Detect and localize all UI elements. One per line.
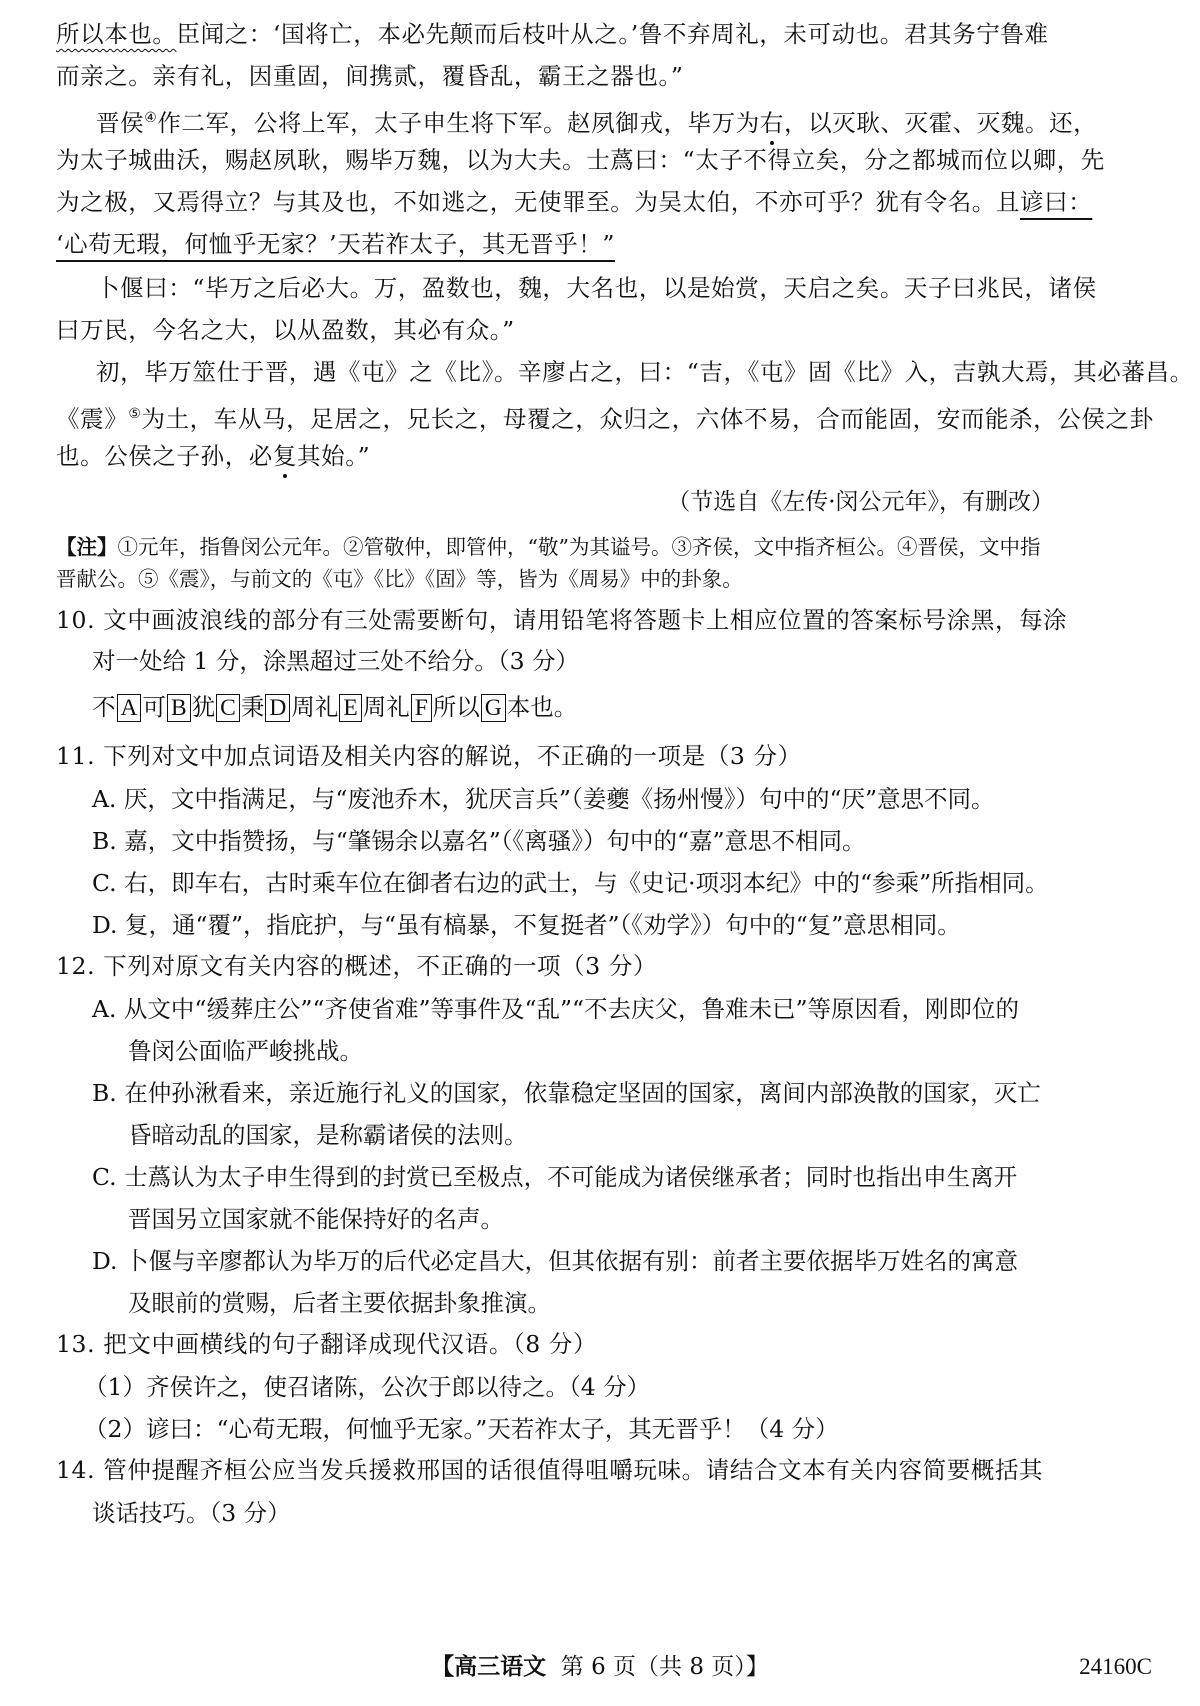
sequence-text: 所以 — [432, 693, 480, 721]
dotted-word: 右 — [759, 108, 784, 137]
passage-line: 为之极，又焉得立？与其及也，不如逃之，无使罪至。为吴太伯，不亦可乎？犹有令名。且谚曰： — [56, 188, 1093, 216]
punctuation-options — [92, 690, 577, 724]
dotted-word: 复 — [272, 442, 298, 470]
question-14-stem-cont: 谈话技巧。（3 分） — [92, 1499, 291, 1527]
answer-box-g[interactable]: G — [481, 694, 506, 722]
passage-line: 《震》⑤为土，车从马，足居之，兄长之，母覆之，众归之，六体不易，合而能固，安而能杀，公侯之卦 — [56, 404, 1154, 433]
footnote-marker: ④ — [144, 110, 158, 126]
sequence-text: 周礼 — [362, 693, 410, 721]
passage-line: 初，毕万筮仕于晋，遇《屯》之《比》。辛廖占之，曰：“吉，《屯》固《比》入，吉孰大焉，其必蕃昌。 — [96, 358, 1194, 386]
answer-box-f[interactable]: F — [411, 694, 432, 722]
option-c-cont: 晋国另立国家就不能保持好的名声。 — [128, 1205, 504, 1233]
answer-box-b[interactable]: B — [167, 694, 191, 722]
option-d[interactable]: D. 卜偃与辛廖都认为毕万的后代必定昌大，但其依据有别：前者主要依据毕万姓名的寓意 — [92, 1247, 1018, 1275]
question-11-stem: 11. 下列对文中加点词语及相关内容的解说，不正确的一项是（3 分） — [56, 742, 802, 770]
option-b-cont: 昏暗动乱的国家，是称霸诸侯的法则。 — [128, 1121, 528, 1149]
source-citation: （节选自《左传·闵公元年》，有删改） — [667, 489, 1054, 515]
passage-line: 晋侯④作二军，公将上军，太子申生将下军。赵夙御戎，毕万为右，以灭耿、灭霍、灭魏。还， — [96, 108, 1098, 137]
passage-line: 所以本也。臣闻之：‘国将亡，本必先颠而后枝叶从之。’鲁不弃周礼，未可动也。君其务宁鲁难 — [56, 20, 1049, 48]
passage-line: 曰万民，今名之大，以从盈数，其必有众。” — [56, 316, 515, 344]
subject-label: 【高三语文 — [431, 1654, 547, 1680]
footnote-marker: ⑤ — [128, 406, 142, 422]
exam-code: 24160C — [1079, 1654, 1152, 1679]
underlined-sentence: 谚曰： — [1020, 188, 1093, 216]
sequence-text: 秉 — [240, 693, 265, 721]
option-d-cont: 及眼前的赏赐，后者主要依据卦象推演。 — [128, 1289, 551, 1317]
question-10-stem-cont: 对一处给 1 分，涂黑超过三处不给分。（3 分） — [92, 647, 580, 675]
footnote-line: 晋献公。⑤《震》，与前文的《屯》《比》《固》等，皆为《周易》中的卦象。 — [56, 567, 743, 591]
answer-box-d[interactable]: D — [265, 694, 290, 722]
question-12-stem: 12. 下列对原文有关内容的概述，不正确的一项（3 分） — [56, 952, 658, 980]
passage-line: 卜偃曰：“毕万之后必大。万，盈数也，魏，大名也，以是始赏，天启之矣。天子曰兆民，诸侯 — [96, 274, 1097, 302]
option-a[interactable]: A. 从文中“缓葬庄公”“齐使省难”等事件及“乱”“不去庆父，鲁难未已”等原因看，刚即位的 — [92, 995, 1020, 1023]
sequence-text: 可 — [142, 693, 166, 721]
passage-line: 而亲之。亲有礼，因重固，间携贰，覆昏乱，霸王之器也。” — [56, 62, 684, 90]
answer-box-c[interactable]: C — [216, 694, 240, 722]
sequence-text: 本也。 — [506, 693, 578, 721]
answer-box-a[interactable]: A — [117, 694, 142, 722]
passage-line — [56, 228, 1152, 260]
sequence-text: 犹 — [191, 693, 216, 721]
option-d[interactable]: D. 复，通“覆”，指庇护，与“虽有槁暴，不复挺者”（《劝学》）句中的“复”意思相同。 — [92, 911, 961, 939]
question-13-stem: 13. 把文中画横线的句子翻译成现代汉语。（8 分） — [56, 1330, 598, 1358]
option-a-cont: 鲁闵公面临严峻挑战。 — [128, 1037, 363, 1065]
underlined-sentence: ‘心苟无瑕，何恤乎无家？’天若祚太子，其无晋乎！” — [56, 230, 615, 258]
option-c[interactable]: C. 士蔿认为太子申生得到的封赏已至极点，不可能成为诸侯继承者；同时也指出申生离开 — [92, 1163, 1018, 1191]
sub-question-1: （1）齐侯许之，使召诸陈，公次于郎以待之。（4 分） — [84, 1373, 651, 1401]
sequence-text: 不 — [92, 693, 116, 721]
note-label: 【注】 — [56, 535, 118, 559]
page-number: 第 6 页（共 8 页）】 — [560, 1654, 769, 1680]
passage-line: 也。公侯之子孙，必复其始。” — [56, 442, 371, 470]
passage-line: 为太子城曲沃，赐赵夙耿，赐毕万魏，以为大夫。士蔿曰：“太子不得立矣，分之都城而位以卿，先 — [56, 146, 1105, 174]
footnote-line: 【注】①元年，指鲁闵公元年。②管敬仲，即管仲，“敬”为其谥号。③齐侯，文中指齐桓公。④晋侯，文中指 — [56, 535, 1041, 559]
sequence-text: 周礼 — [291, 693, 339, 721]
answer-box-e[interactable]: E — [339, 694, 361, 722]
question-10-stem: 10. 文中画波浪线的部分有三处需要断句，请用铅笔将答题卡上相应位置的答案标号涂黑，每涂 — [56, 606, 1068, 634]
option-a[interactable]: A. 厌，文中指满足，与“废池乔木，犹厌言兵”（姜夔《扬州慢》）句中的“厌”意思不同。 — [92, 785, 995, 813]
sub-question-2: （2）谚曰：“心苟无瑕，何恤乎无家。”天若祚太子，其无晋乎！（4 分） — [84, 1415, 839, 1443]
option-b[interactable]: B. 嘉，文中指赞扬，与“肇锡余以嘉名”（《离骚》）句中的“嘉”意思不相同。 — [92, 827, 866, 855]
question-14-stem: 14. 管仲提醒齐桓公应当发兵援救邢国的话很值得咀嚼玩味。请结合文本有关内容简要概括其 — [56, 1456, 1044, 1484]
option-c[interactable]: C. 右，即车右，古时乘车位在御者右边的武士，与《史记·项羽本纪》中的“参乘”所指相同。 — [92, 869, 1049, 897]
wavy-underlined-text: 所以本也。 — [56, 20, 177, 48]
option-b[interactable]: B. 在仲孙湫看来，亲近施行礼义的国家，依靠稳定坚固的国家，离间内部涣散的国家，灭亡 — [92, 1079, 1041, 1107]
